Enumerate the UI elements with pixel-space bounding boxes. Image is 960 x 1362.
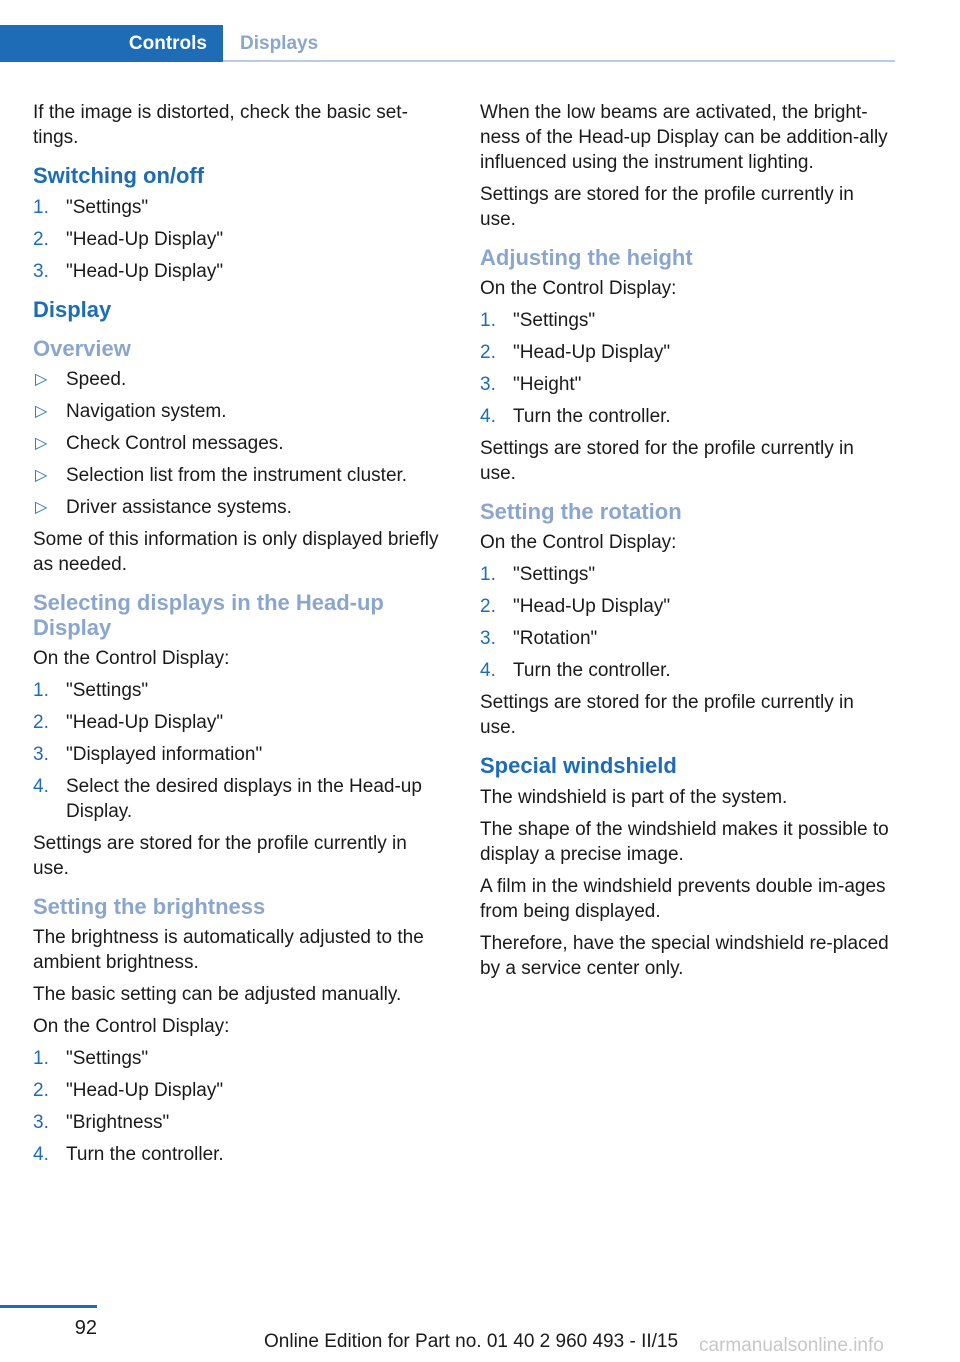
overview-list	[33, 367, 448, 520]
brightness-p2: The basic setting can be adjusted manually.	[33, 984, 402, 1005]
triangle-right-icon: ▷	[35, 435, 48, 452]
header-tabs	[0, 25, 895, 62]
bullet-text: Selection list from the instrument cluster.	[66, 465, 408, 486]
step-text: "Head-Up Display"	[66, 229, 224, 250]
page-number: 92	[74, 1317, 97, 1339]
list-item	[33, 1110, 448, 1135]
heading-brightness: Setting the brightness	[33, 894, 266, 919]
bullet-text: Check Control messages.	[66, 433, 284, 454]
step-text: "Settings"	[66, 680, 149, 701]
step-number: 3.	[33, 261, 49, 282]
list-item	[480, 340, 895, 365]
triangle-right-icon: ▷	[35, 467, 48, 484]
step-text: "Head-Up Display"	[513, 596, 671, 617]
heading-selecting: Selecting displays in the Head-up Display	[33, 590, 384, 640]
list-item	[33, 774, 448, 824]
list-item	[480, 594, 895, 619]
rotation-note: Settings are stored for the profile currently in use.	[480, 692, 854, 738]
switching-steps	[33, 195, 448, 284]
list-item	[33, 742, 448, 767]
triangle-right-icon: ▷	[35, 403, 48, 420]
step-number: 1.	[480, 310, 496, 331]
right-column	[480, 100, 895, 988]
bullet-text: Navigation system.	[66, 401, 227, 422]
list-item	[480, 404, 895, 429]
brightness-lead: On the Control Display:	[33, 1016, 230, 1037]
step-text: "Head-Up Display"	[66, 1080, 224, 1101]
step-text: Select the desired displays in the Head-up Display.	[66, 776, 422, 822]
step-number: 3.	[480, 628, 496, 649]
step-text: "Settings"	[66, 197, 149, 218]
step-number: 2.	[33, 712, 49, 733]
list-item	[33, 227, 448, 252]
step-text: "Settings"	[513, 564, 596, 585]
list-item	[33, 195, 448, 220]
bullet-text: Speed.	[66, 369, 127, 390]
heading-windshield: Special windshield	[480, 753, 677, 778]
tab-controls[interactable]: Controls	[0, 25, 223, 62]
brightness-p1: The brightness is automatically adjusted to the ambient brightness.	[33, 927, 424, 973]
profile-note: Settings are stored for the profile currently in use.	[480, 184, 854, 230]
list-item	[33, 399, 448, 424]
step-number: 2.	[480, 596, 496, 617]
height-lead: On the Control Display:	[480, 278, 677, 299]
step-text: "Settings"	[66, 1048, 149, 1069]
list-item	[480, 562, 895, 587]
step-number: 3.	[480, 374, 496, 395]
list-item	[33, 495, 448, 520]
list-item	[33, 1142, 448, 1167]
step-number: 1.	[480, 564, 496, 585]
step-number: 2.	[33, 1080, 49, 1101]
brightness-steps	[33, 1046, 448, 1167]
height-note: Settings are stored for the profile currently in use.	[480, 438, 854, 484]
step-number: 2.	[480, 342, 496, 363]
edition-text: Online Edition for Part no. 01 40 2 960 493 - II/15	[264, 1331, 679, 1352]
step-number: 3.	[33, 1112, 49, 1133]
step-text: Turn the controller.	[513, 660, 671, 681]
step-number: 1.	[33, 1048, 49, 1069]
windshield-p4: Therefore, have the special windshield re‐placed by a service center only.	[480, 933, 889, 979]
list-item	[33, 710, 448, 735]
list-item	[33, 431, 448, 456]
tab-underline	[223, 60, 895, 62]
watermark: carmanualsonline.info	[699, 1335, 884, 1356]
heading-overview: Overview	[33, 336, 131, 361]
list-item	[33, 367, 448, 392]
overview-note: Some of this information is only displayed briefly as needed.	[33, 529, 439, 575]
list-item	[480, 626, 895, 651]
step-number: 1.	[33, 680, 49, 701]
windshield-p3: A film in the windshield prevents double im‐ages from being displayed.	[480, 876, 886, 922]
step-number: 4.	[33, 1144, 49, 1165]
step-text: "Head-Up Display"	[66, 261, 224, 282]
step-number: 3.	[33, 744, 49, 765]
windshield-p2: The shape of the windshield makes it possible to display a precise image.	[480, 819, 889, 865]
heading-switching: Switching on/off	[33, 163, 205, 188]
lowbeam-text: When the low beams are activated, the bright‐ness of the Head-up Display can be addition‐ally influenced using the instrument lighting.	[480, 102, 888, 173]
step-text: "Height"	[513, 374, 582, 395]
bullet-text: Driver assistance systems.	[66, 497, 292, 518]
step-number: 1.	[33, 197, 49, 218]
list-item	[33, 1046, 448, 1071]
heading-display: Display	[33, 297, 112, 322]
selecting-lead: On the Control Display:	[33, 648, 230, 669]
step-text: Turn the controller.	[66, 1144, 224, 1165]
step-text: Turn the controller.	[513, 406, 671, 427]
windshield-p1: The windshield is part of the system.	[480, 787, 788, 808]
step-text: "Displayed information"	[66, 744, 263, 765]
step-text: "Settings"	[513, 310, 596, 331]
step-text: "Rotation"	[513, 628, 598, 649]
step-number: 2.	[33, 229, 49, 250]
step-text: "Head-Up Display"	[513, 342, 671, 363]
list-item	[33, 678, 448, 703]
heading-height: Adjusting the height	[480, 245, 693, 270]
step-text: "Head-Up Display"	[66, 712, 224, 733]
rotation-lead: On the Control Display:	[480, 532, 677, 553]
height-steps	[480, 308, 895, 429]
list-item	[33, 463, 448, 488]
tab-displays[interactable]: Displays	[240, 32, 319, 54]
left-column	[33, 100, 448, 1174]
triangle-right-icon: ▷	[35, 371, 48, 388]
rotation-steps	[480, 562, 895, 683]
list-item	[33, 259, 448, 284]
list-item	[480, 308, 895, 333]
step-number: 4.	[33, 776, 49, 797]
step-number: 4.	[480, 660, 496, 681]
footer-bar	[0, 1305, 97, 1308]
list-item	[480, 658, 895, 683]
triangle-right-icon: ▷	[35, 499, 48, 516]
list-item	[33, 1078, 448, 1103]
heading-rotation: Setting the rotation	[480, 499, 682, 524]
intro-text: If the image is distorted, check the basic set‐tings.	[33, 102, 408, 148]
step-text: "Brightness"	[66, 1112, 170, 1133]
list-item	[480, 372, 895, 397]
step-number: 4.	[480, 406, 496, 427]
selecting-steps	[33, 678, 448, 824]
selecting-note: Settings are stored for the profile currently in use.	[33, 833, 407, 879]
